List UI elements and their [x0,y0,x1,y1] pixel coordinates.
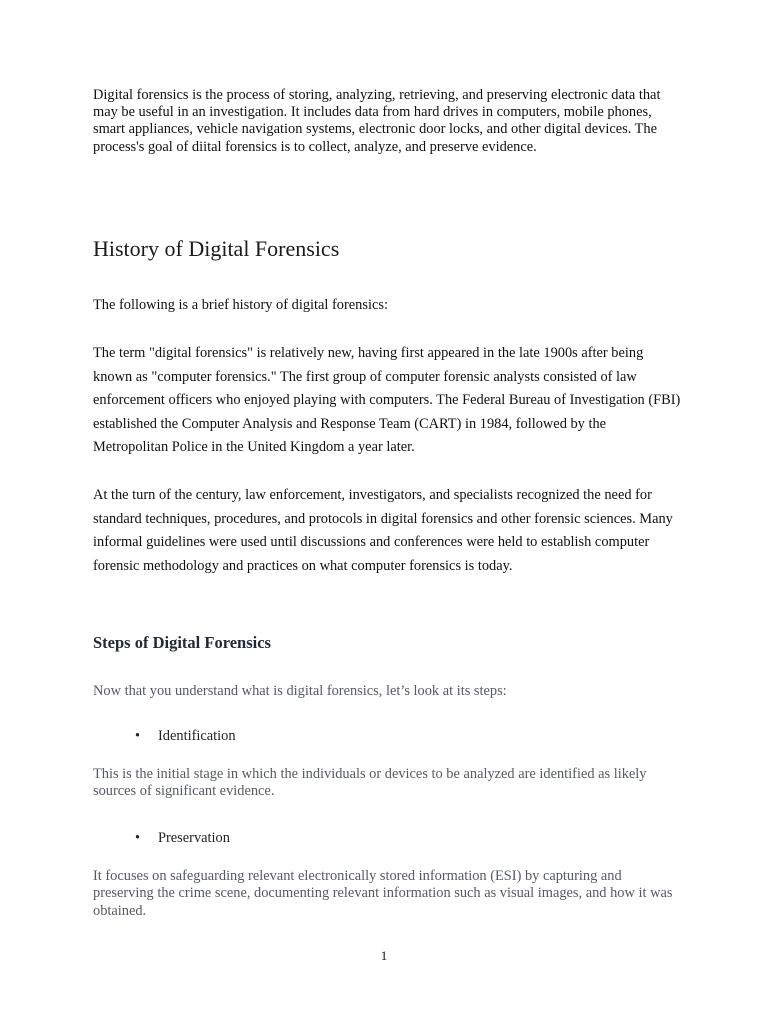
list-item [135,828,230,848]
intro-paragraph: Digital forensics is the process of storing, analyzing, retrieving, and preserving electronic data that may be useful in an investigation. It includes data from hard drives in computers, mobile phones, smart appliances, vehicle navigation systems, electronic door locks, and other digital devices. The process's goal of diital forensics is to collect, analyze, and preserve evidence. [93,87,661,155]
step-description: This is the initial stage in which the individuals or devices to be analyzed are identified as likely sources of significant evidence. [93,766,647,800]
history-paragraph-1: The term "digital forensics" is relatively new, having first appeared in the late 1900s after being known as "computer forensics." The first group of computer forensic analysts consisted of law enforcement officers who enjoyed playing with computers. The Federal Bureau of Investigation (FBI) established the Computer Analysis and Response Team (CART) in 1984, followed by the Metropolitan Police in the United Kingdom a year later. [93,345,681,456]
steps-lead: Now that you understand what is digital forensics, let’s look at its steps: [93,683,507,699]
list-item-label: Preservation [158,830,230,846]
bullet-icon: • [135,830,141,846]
step-description: It focuses on safeguarding relevant electronically stored information (ESI) by capturing and preserving the crime scene, documenting relevant information such as visual images, and how it was obtained. [93,868,673,919]
page-number: 1 [380,948,388,963]
history-paragraph-2: At the turn of the century, law enforcement, investigators, and specialists recognized the need for standard techniques, procedures, and protocols in digital forensics and other forensic sciences. Many informal guidelines were used until discussions and conferences were held to establish computer forensic methodology and practices on what computer forensics is today. [93,487,673,574]
steps-heading: Steps of Digital Forensics [93,633,271,652]
history-lead: The following is a brief history of digital forensics: [93,297,388,313]
list-item-label: Identification [158,728,236,744]
list-item [135,726,236,746]
history-heading: History of Digital Forensics [93,236,340,261]
bullet-icon: • [135,728,141,744]
